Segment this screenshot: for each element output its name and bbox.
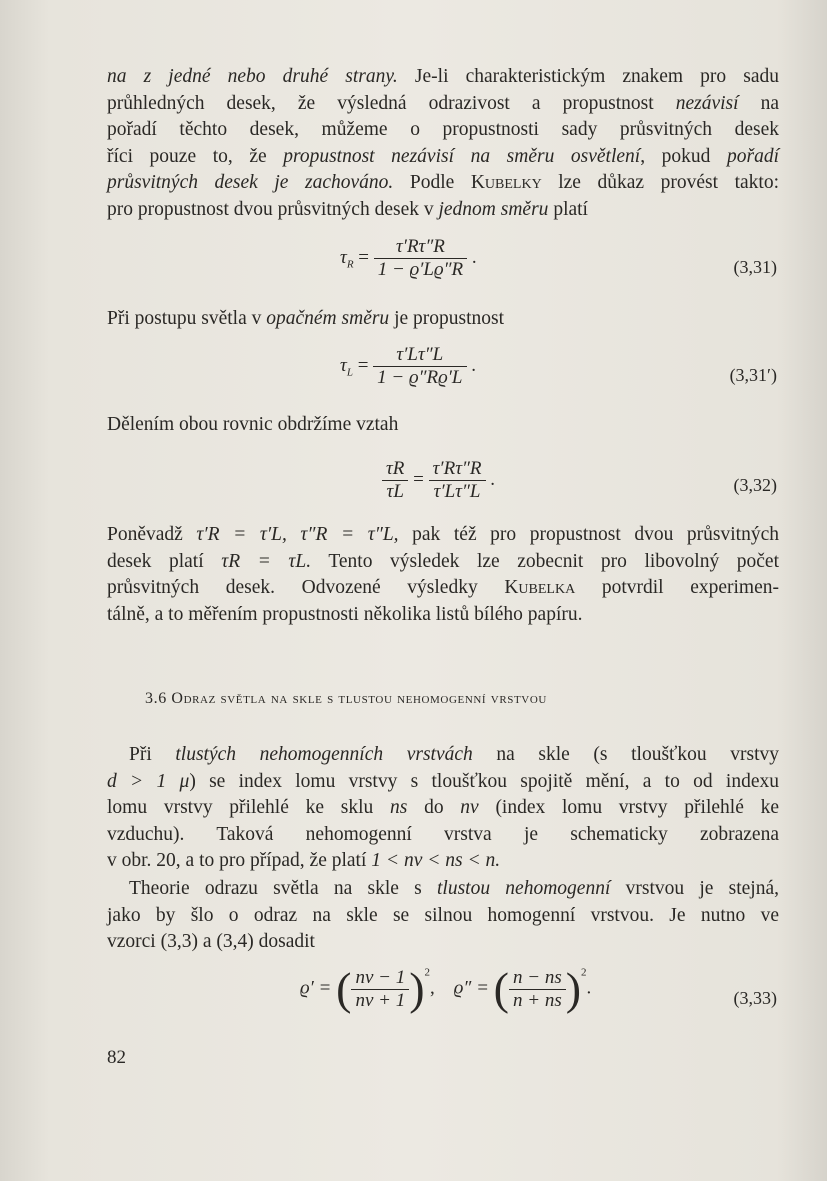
exponent: 2 (424, 966, 431, 979)
text: vrstvou je stejná, (610, 878, 780, 899)
inline-math: ns (389, 797, 408, 818)
author-name: Kubelky (470, 172, 542, 193)
text: vzduchu). Taková nehomogenní vrstva je schematicky zobrazena (107, 823, 779, 845)
numerator: τ′Lτ″L (373, 344, 466, 367)
inline-math: d > 1 μ (107, 770, 190, 792)
exponent: 2 (581, 966, 587, 979)
text-italic: tlustou nehomogenní (436, 878, 611, 899)
paragraph-3 (107, 412, 779, 439)
text: (index lomu vrstvy přilehlé ke (478, 797, 779, 818)
text: pro propustnost dvou průsvitných desek v (107, 198, 439, 220)
text: v obr. 20, a to pro případ, že platí (107, 850, 372, 871)
equation-3-32: $\frac{\tau R}{\tau L}$ = $\frac{\tau'R\tau''R}{\tau'L\tau''L}$ . (382, 458, 495, 503)
paragraph-4 (107, 522, 779, 628)
numerator: τR (382, 458, 408, 481)
text: Poněvadž (107, 524, 197, 545)
text: lomu vrstvy přilehlé ke sklu (107, 797, 390, 818)
equation-number: (3,32) (733, 475, 777, 495)
author-name: Kubelka (504, 577, 576, 598)
text: Tento výsledek lze zobecnit pro libovolný počet (311, 550, 780, 572)
inline-math: τR = τL. (221, 550, 312, 572)
fraction (429, 458, 486, 503)
paragraph-5 (107, 742, 779, 875)
denominator: 1 − ϱ″Rϱ′L (377, 367, 463, 388)
text: lze důkaz provést takto: (541, 172, 779, 193)
text-italic: tlustých nehomogenních vrstvách (175, 744, 473, 765)
equation-number: (3,31′) (729, 365, 777, 385)
text: Podle (393, 172, 471, 193)
equation-3-31-prime: $\tau_L$ = $\frac{\tau'L\tau''L}{1 - ϱ''Rϱ'L}$ . (340, 344, 476, 388)
numerator: n − ns (509, 967, 566, 990)
text-italic: jednom směru (438, 198, 549, 220)
numerator: τ′Rτ″R (429, 458, 486, 481)
text: Je-li charakteristickým znakem pro sadu (397, 66, 779, 87)
fraction (509, 967, 566, 1012)
equation-3-31: $\tau_R$ = $\frac{\tau'R\tau''R}{1 - ϱ'Lϱ''R}$ . (340, 236, 477, 280)
numerator: nv − 1 (351, 967, 409, 990)
denominator: n + ns (513, 989, 562, 1011)
text: platí (548, 198, 588, 220)
text-italic: nezávisí (675, 92, 739, 114)
inline-math: 1 < nv < ns < n. (371, 850, 501, 871)
math-symbol: τ (340, 354, 347, 376)
text: pak též pro propustnost dvou průsvitných (398, 524, 779, 545)
equation-number: (3,31) (733, 257, 777, 277)
text: průhledných desek, že výsledná odrazivost a propustnost (107, 92, 676, 114)
denominator: 1 − ϱ′Lϱ″R (377, 259, 464, 280)
text: je propustnost (389, 308, 505, 329)
fraction (351, 967, 409, 1012)
denominator: nv + 1 (355, 989, 406, 1011)
paragraph-6 (107, 876, 779, 956)
text-italic: opačném směru (266, 308, 390, 329)
math-subscript: L (346, 366, 353, 379)
text-italic: průsvitných desek je zachováno. (107, 172, 394, 193)
text: tálně, a to měřením propustnosti několika listů bílého papíru. (107, 603, 583, 625)
equation-3-33: ϱ′ = ( $\frac{nv - 1}{nv + 1}$ )$^2$, ϱ″ = ( $\frac{n - ns}{n + ns}$ )$^2$. (300, 963, 592, 1014)
text: na (738, 92, 779, 114)
text: ) se index lomu vrstvy s tloušťkou spojitě mění, a to od indexu (189, 770, 779, 792)
text: Při (129, 744, 176, 765)
paragraph-2 (107, 306, 779, 333)
inline-math: τ′R = τ′L, τ″R = τ″L, (196, 524, 399, 545)
denominator: τ′Lτ″L (433, 481, 481, 502)
fraction (374, 236, 467, 281)
text: na skle (s tloušťkou vrstvy (472, 744, 779, 765)
section-heading (145, 690, 547, 708)
text: říci pouze to, že (107, 145, 284, 167)
denominator: τL (386, 481, 404, 502)
text: Při postupu světla v (107, 308, 267, 329)
text: potvrdil experimen- (575, 577, 779, 598)
equation-number: (3,33) (733, 988, 777, 1008)
text: Dělením obou rovnic obdržíme vztah (107, 414, 399, 435)
section-number: 3.6 (145, 690, 167, 707)
text: průsvitných desek. Odvozené výsledky (107, 577, 505, 598)
text: , pokud (640, 145, 727, 167)
text: do (407, 797, 461, 818)
page-number: 82 (107, 1047, 126, 1068)
text-italic: pořadí (726, 145, 779, 167)
numerator: τ′Rτ″R (374, 236, 467, 259)
text: jako by šlo o odraz na skle se silnou homogenní vrstvou. Je nutno ve (107, 904, 779, 926)
math-symbol: τ (340, 246, 347, 268)
math-symbol: ϱ′ = (300, 977, 332, 999)
text: vzorci (3,3) a (3,4) dosadit (107, 931, 315, 952)
fraction (373, 344, 466, 389)
text: Theorie odrazu světla na skle s (129, 878, 437, 899)
text-italic: na z jedné nebo druhé strany. (107, 66, 398, 87)
text: desek platí (107, 550, 222, 572)
text: pořadí těchto desek, můžeme o propustnosti sady průsvitných desek (107, 119, 779, 140)
section-title: Odraz světla na skle s tlustou nehomogenní vrstvou (171, 690, 547, 707)
math-symbol: ϱ″ = (453, 977, 489, 999)
fraction (382, 458, 408, 503)
inline-math: nv (460, 797, 479, 818)
math-subscript: R (346, 258, 354, 271)
paragraph-1 (107, 64, 779, 223)
text-italic: propustnost nezávisí na směru osvětlení (283, 145, 641, 167)
